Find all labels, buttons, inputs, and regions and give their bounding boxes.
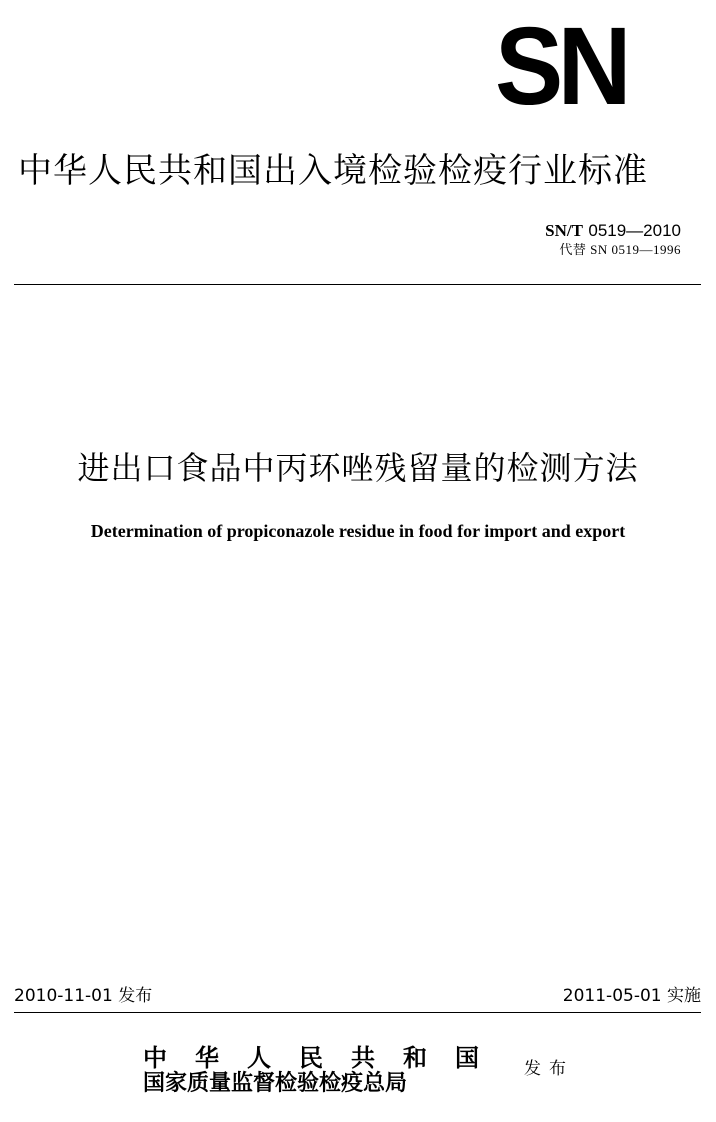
document-title-en: Determination of propiconazole residue in food for import and export	[90, 521, 626, 541]
issuing-authority	[143, 1043, 507, 1096]
logo-text: SN	[495, 26, 626, 108]
standard-code: SN/T	[545, 221, 583, 240]
top-divider	[14, 284, 701, 285]
bottom-divider	[14, 1012, 701, 1013]
replaces-standard: 代替 SN 0519—1996	[559, 242, 681, 257]
standard-year-number: 0519—2010	[588, 221, 681, 240]
sn-logo	[495, 26, 658, 108]
issuer-country: 中华人民共和国	[143, 1043, 507, 1072]
industry-standard-title: 中华人民共和国出入境检验检疫行业标准	[18, 151, 648, 191]
document-title-zh: 进出口食品中丙环唑残留量的检测方法	[77, 449, 639, 487]
issuer-agency: 国家质量监督检验检疫总局	[143, 1070, 408, 1096]
issue-date: 2010-11-01 发布	[14, 986, 153, 1006]
implementation-date: 2011-05-01 实施	[562, 986, 701, 1006]
standard-number	[545, 220, 681, 242]
publish-label: 发布	[524, 1059, 574, 1079]
